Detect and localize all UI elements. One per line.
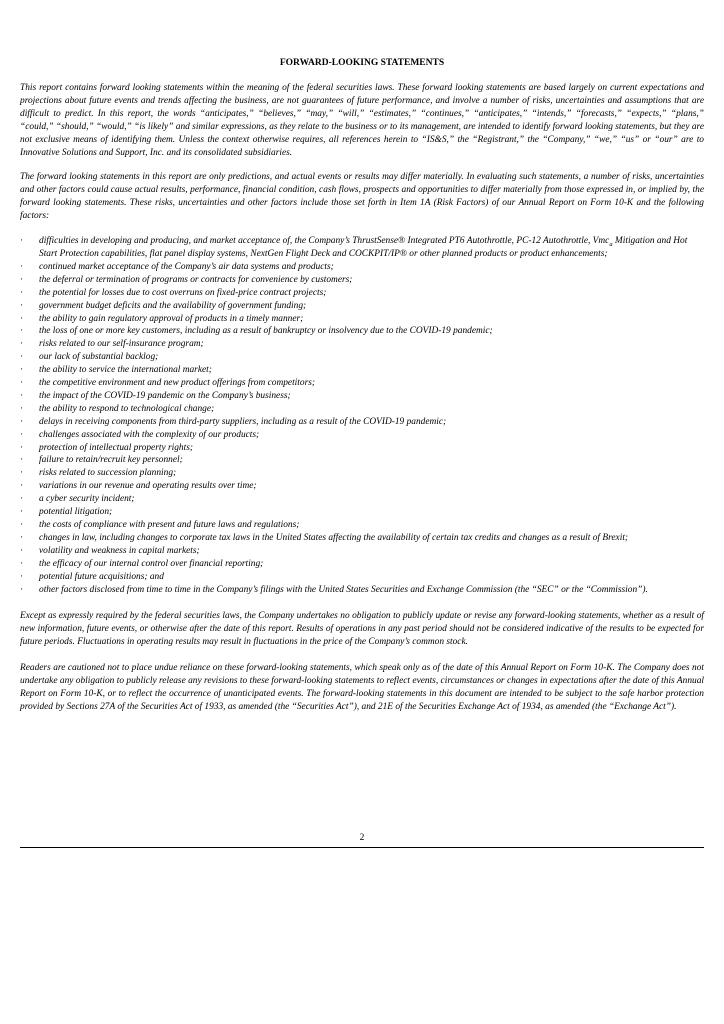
- list-item: [20, 416, 704, 429]
- list-item: [20, 558, 704, 571]
- footer-divider: [20, 847, 704, 848]
- factor-text: changes in law, including changes to corporate tax laws in the United States affecting the availability of certain tax credits and changes as a result of Brexit;: [39, 532, 629, 543]
- risk-factor-list-continued: [20, 261, 704, 597]
- bullet-marker: ·: [20, 352, 24, 363]
- bullet-marker: ·: [20, 378, 24, 389]
- bullet-marker: ·: [20, 339, 24, 350]
- factor-text: the competitive environment and new product offerings from competitors;: [39, 378, 315, 389]
- list-item: [20, 584, 704, 597]
- bullet-marker: ·: [20, 313, 24, 324]
- factor-text: other factors disclosed from time to time in the Company’s filings with the United States Securities and Exchange Commission (the “SEC” or the “Commission”).: [39, 584, 648, 595]
- bullet-marker: ·: [20, 558, 24, 569]
- factor-text: potential litigation;: [39, 507, 113, 518]
- bullet-marker: ·: [20, 365, 24, 376]
- list-item: [20, 351, 704, 364]
- bullet-marker: ·: [20, 532, 24, 543]
- document-page: [20, 57, 704, 714]
- factor-text: our lack of substantial backlog;: [39, 352, 159, 363]
- bullet-marker: ·: [20, 442, 24, 453]
- factor-text: protection of intellectual property rights;: [39, 442, 193, 453]
- factor-text: risks related to succession planning;: [39, 468, 177, 479]
- list-item: [20, 571, 704, 584]
- bullet-marker: ·: [20, 416, 24, 427]
- list-item: [20, 493, 704, 506]
- factor-text: the loss of one or more key customers, including as a result of bankruptcy or insolvency due to the COVID-19 pandemic;: [39, 326, 493, 337]
- bullet-marker: ·: [20, 390, 24, 401]
- factor-text: volatility and weakness in capital markets;: [39, 545, 200, 556]
- bullet-marker: ·: [20, 507, 24, 518]
- factor-text: continued market acceptance of the Company’s air data systems and products;: [39, 261, 334, 272]
- list-item: [20, 429, 704, 442]
- intro-paragraph: This report contains forward looking statements within the meaning of the federal securities laws. These forward looking statements are based largely on current expectations and projections about future events and trends affecting the business, are not guarantees of future performance, and involve a number of risks, uncertainties and assumptions that are difficult to predict. In this report, the words “anticipates,” “believes,” “may,” “will,” “estimates,” “continues,” “anticipates,” “intends,” “forecasts,” “expects,” “plans,” “could,” “should,” “would,” “is likely” and similar expressions, as they relate to the business or to its management, are intended to identify forward looking statements, but they are not exclusive means of identifying them. Unless the context otherwise requires, all references herein to “IS&S,” the “Registrant,” the “Company,” “we,” “us” or “our” are to Innovative Solutions and Support, Inc. and its consolidated subsidiaries.: [20, 83, 704, 158]
- factor-text: failure to retain/recruit key personnel;: [39, 455, 183, 466]
- list-item: [20, 390, 704, 403]
- factor-text: the potential for losses due to cost overruns on fixed-price contract projects;: [39, 287, 327, 298]
- list-item: [20, 545, 704, 558]
- factor-text: the ability to gain regulatory approval of products in a timely manner;: [39, 313, 304, 324]
- list-item: [20, 467, 704, 480]
- factor-text: risks related to our self-insurance program;: [39, 339, 204, 350]
- bullet-marker: ·: [20, 520, 24, 530]
- bullet-marker: ·: [20, 545, 24, 556]
- list-item: [20, 532, 704, 545]
- bullet-marker: ·: [20, 584, 24, 595]
- factor-text: the costs of compliance with present and future laws and regulations;: [39, 520, 300, 530]
- list-item: [20, 442, 704, 455]
- factor-text: government budget deficits and the availability of government funding;: [39, 300, 307, 311]
- bullet-marker: ·: [20, 300, 24, 311]
- caution-paragraph: Readers are cautioned not to place undue reliance on these forward-looking statements, which speak only as of the date of this Annual Report on Form 10-K. The Company does not undertake any obligation to publicly release any revisions to these forward-looking statements to reflect events, circumstances or changes in expectations after the date of this Annual Report on Form 10-K, or to reflect the occurrence of unanticipated events. The forward-looking statements in this document are intended to be subject to the safe harbor protection provided by Sections 27A of the Securities Act of 1933, as amended (the “Securities Act”), and 21E of the Securities Exchange Act of 1934, as amended (the “Exchange Act”).: [20, 663, 704, 712]
- list-item: [20, 274, 704, 287]
- list-item: [20, 364, 704, 377]
- risk-factor-list: [20, 235, 704, 261]
- factor-text: the impact of the COVID-19 pandemic on the Company’s business;: [39, 390, 291, 401]
- list-item: [20, 403, 704, 416]
- list-item: [20, 300, 704, 313]
- list-item: [20, 313, 704, 326]
- factor-text: potential future acquisitions; and: [39, 571, 164, 582]
- bullet-marker: ·: [20, 571, 24, 582]
- bullet-marker: ·: [20, 455, 24, 466]
- factor-text-part-b: Mitigation and Hot Start Protection capabilities, flat panel display systems, NextGen Flight Deck and COCKPIT/IP® or other planned products or product enhancements;: [39, 236, 688, 259]
- bullet-marker: ·: [20, 403, 24, 414]
- list-item: [20, 235, 704, 261]
- bullet-marker: ·: [20, 236, 24, 247]
- factor-text: delays in receiving components from third-party suppliers, including as a result of the COVID-19 pandemic;: [39, 416, 447, 427]
- list-item: [20, 287, 704, 300]
- bullet-marker: ·: [20, 481, 24, 492]
- risk-intro-paragraph: The forward looking statements in this report are only predictions, and actual events or results may differ materially. In evaluating such statements, a number of risks, uncertainties and other factors could cause actual results, performance, financial condition, cash flows, prospects and opportunities to differ materially from those expressed in, or implied by, the forward looking statements. These risks, uncertainties and other factors include those set forth in Item 1A (Risk Factors) of our Annual Report on Form 10-K and the following factors:: [20, 172, 704, 222]
- bullet-marker: ·: [20, 261, 24, 272]
- factor-text: challenges associated with the complexity of our products;: [39, 429, 260, 440]
- factor-text-part-a: difficulties in developing and producing, and market acceptance of, the Company’s ThrustSense® Integrated PT6 Autothrottle, PC-12 Autothrottle, Vmc: [39, 236, 610, 247]
- factor-text: a cyber security incident;: [39, 494, 135, 505]
- no-obligation-paragraph: Except as expressly required by the federal securities laws, the Company undertakes no obligation to publicly update or revise any forward-looking statements, whether as a result of new information, future events, or otherwise after the date of this report. Results of operations in any past period should not be considered indicative of the results to be expected for future periods. Fluctuations in operating results may result in fluctuations in the price of the Company’s common stock.: [20, 611, 704, 648]
- factor-text: the deferral or termination of programs or contracts for convenience by customers;: [39, 274, 353, 285]
- factor-text: the ability to service the international market;: [39, 365, 212, 376]
- list-item: [20, 338, 704, 351]
- list-item: [20, 506, 704, 519]
- factor-subscript: a: [609, 240, 613, 248]
- section-heading: FORWARD-LOOKING STATEMENTS: [279, 58, 445, 68]
- bullet-marker: ·: [20, 274, 24, 285]
- factor-text: the efficacy of our internal control over financial reporting;: [39, 558, 264, 569]
- list-item: [20, 480, 704, 493]
- page-number: 2: [359, 833, 365, 843]
- list-item: [20, 325, 704, 338]
- bullet-marker: ·: [20, 494, 24, 505]
- factor-text: variations in our revenue and operating results over time;: [39, 481, 257, 492]
- factor-text: the ability to respond to technological change;: [39, 403, 215, 414]
- bullet-marker: ·: [20, 326, 24, 337]
- bullet-marker: ·: [20, 468, 24, 479]
- list-item: [20, 454, 704, 467]
- list-item: [20, 377, 704, 390]
- list-item: [20, 519, 704, 532]
- list-item: [20, 261, 704, 274]
- bullet-marker: ·: [20, 287, 24, 298]
- bullet-marker: ·: [20, 429, 24, 440]
